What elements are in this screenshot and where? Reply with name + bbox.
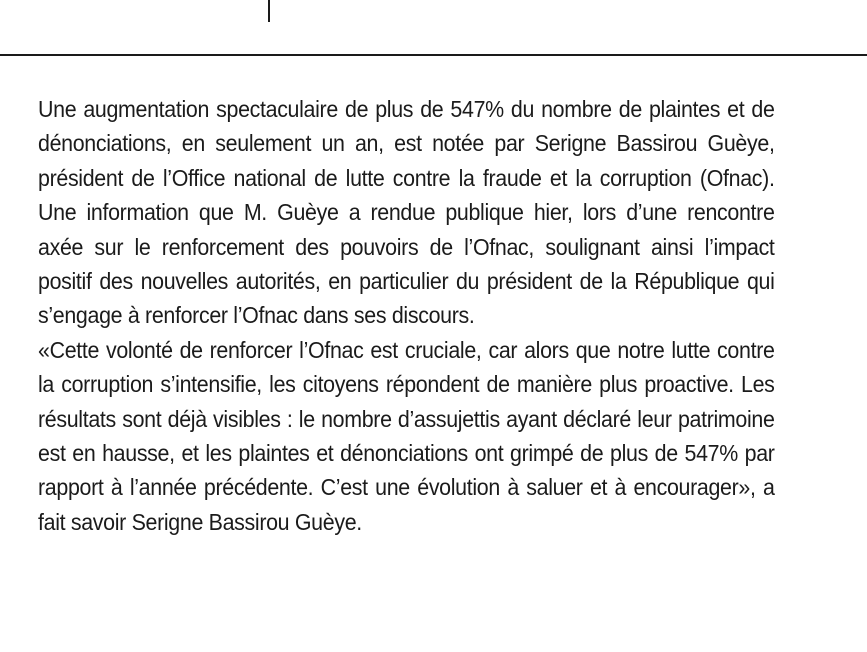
article-paragraph-1: Une augmentation spectaculaire de plus de 547% du nombre de plaintes et de dénonciations, en seulement un an, est notée par Serigne Bassirou Guèye, président de l’Office national de lutte contre la fraude et la corruption (Ofnac). Une information que M. Guèye a rendue publique hier, lors d’une rencontre axée sur le renforcement des pouvoirs de l’Ofnac, soulignant ainsi l’impact positif des nouvelles autorités, en particulier du président de la République qui s’engage à renforcer l’Ofnac dans ses discours. [38,96,775,329]
article-paragraph-2: «Cette volonté de renforcer l’Ofnac est cruciale, car alors que notre lutte contre la corruption s’intensifie, les citoyens répondent de manière plus proactive. Les résultats sont déjà visibles : le nombre d’assujettis ayant déclaré leur patrimoine est en hausse, et les plaintes et dénonciations ont grimpé de plus de 547% par rapport à l’année précédente. C’est une évolution à saluer et à encourager», a fait savoir Serigne Bassirou Guèye. [38,336,775,535]
horizontal-rule [0,54,867,56]
article-body [38,92,775,539]
column-divider-tick [268,0,270,22]
